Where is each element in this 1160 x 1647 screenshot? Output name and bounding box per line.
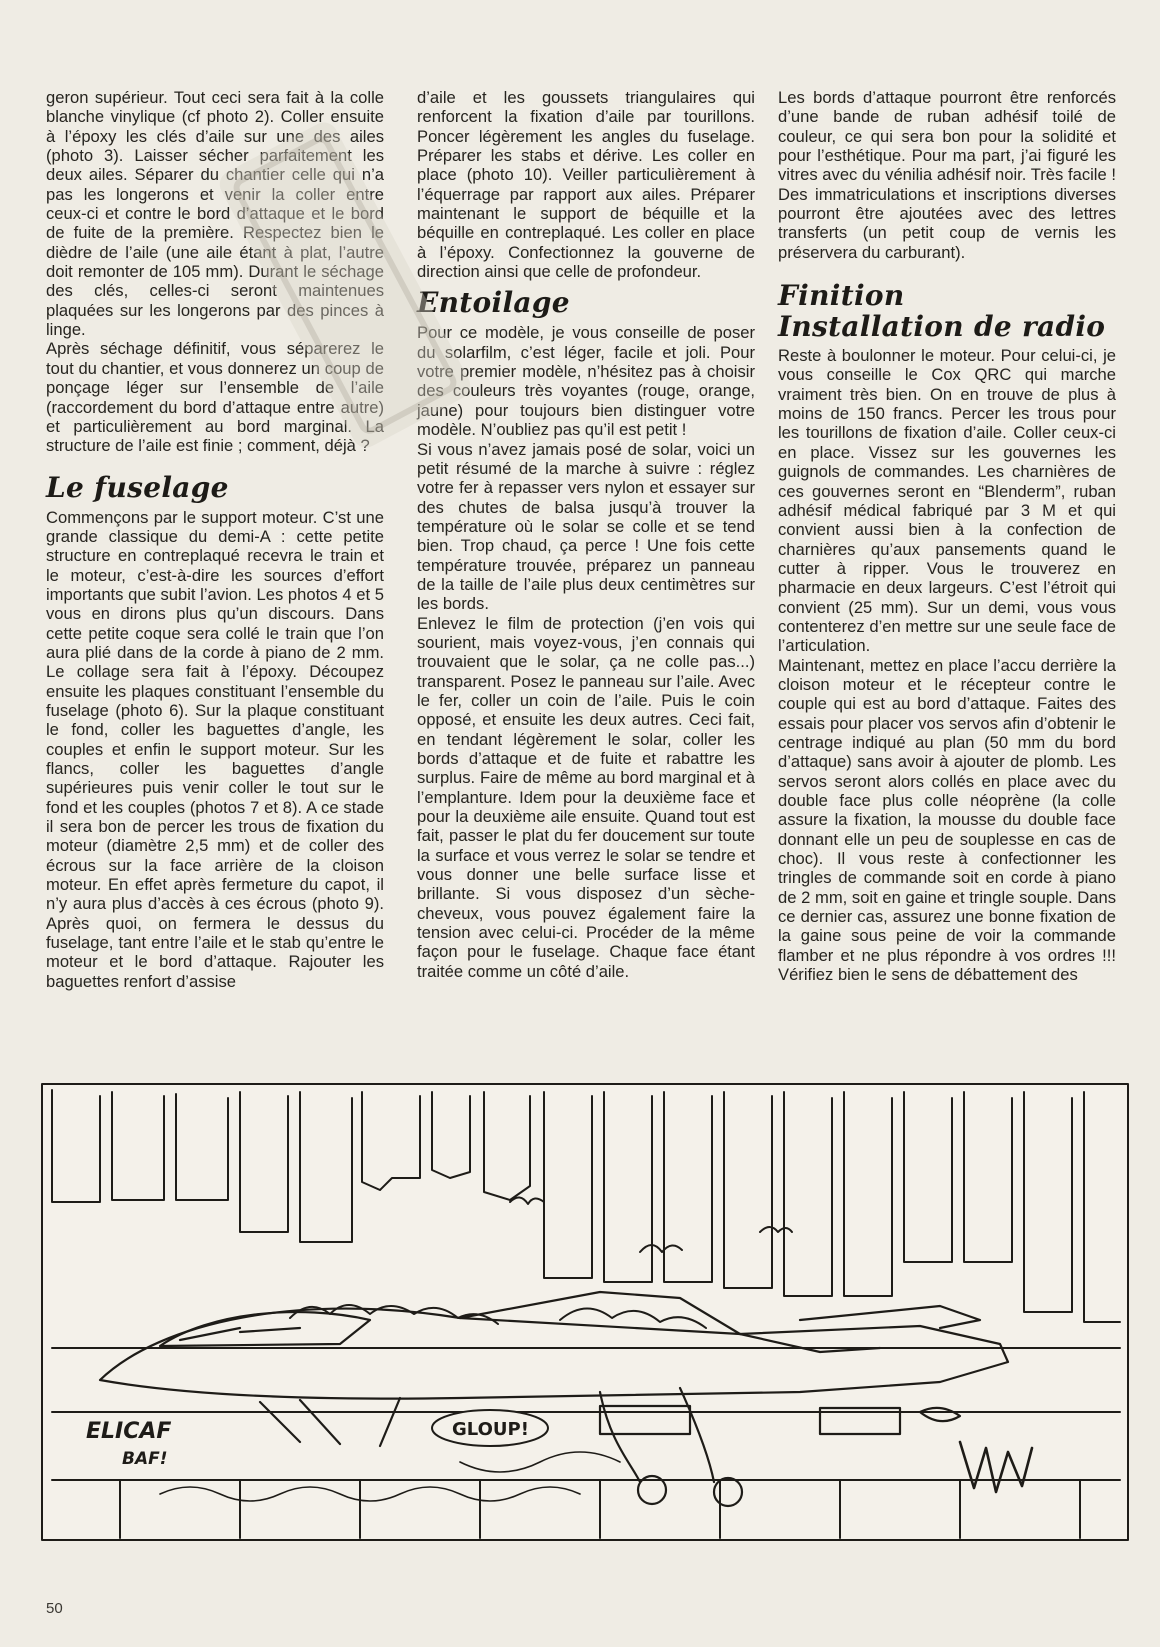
paragraph: Les bords d’attaque pourront être renforcés d’une bande de ruban adhésif toilé de couleur, ce qui sera bon pour la solidité et pour l’esthétique. Pour ma part, j’ai figuré les vitres avec du vénilia adhésif noir. Très facile ! Des immatriculations et inscriptions diverses pourront être ajoutées avec des lettres transferts (un petit coup de vernis les préservera du carburant). — [778, 88, 1116, 262]
text-column-1 — [46, 88, 384, 991]
sfx-text-2: BAF! — [122, 1449, 168, 1469]
paragraph: Commençons par le support moteur. C’st une grande classique du demi-A : cette petite structure en contreplaqué recevra le train et le moteur, c’est-à-dire les sources d’effort importants que subit l’avion. Les photos 4 et 5 vous en dirons plus qu’un discours. Dans cette petite coque sera collé le train que l’on aura plié dans de la corde à piano de 2 mm. Le collage sera fait à l’époxy. Découpez ensuite les plaques constituant l’ensemble du fuselage (photo 6). Sur la plaque constituant le fond, coller les baguettes d’angle, les couples et enfin le support moteur. Sur les flancs, coller les baguettes d’angle supérieures puis venir coller le tout sur le fond et les couples (photos 7 et 8). A ce stade il sera bon de percer les trous de fixation du moteur (diamètre 2,5 mm) et de coller des écrous sur la face arrière de la cloison moteur. En effet après fermeture du capot, il n’y aura plus d’accès à ces écrous (photo 9). Après quoi, on fermera le dessus du fuselage, tant entre l’aile et le stab qu’entre le moteur et le bord d’attaque. Rajouter les baguettes renfort d’assise — [46, 507, 384, 991]
paragraph: d’aile et les goussets triangulaires qui renforcent la fixation d’aile par tourillons. Poncer légèrement les angles du fuselage. Préparer les stabs et dérive. Les coller en place (photo 10). Veiller particulièrement à l’équerrage par rapport aux ailes. Préparer maintenant le support de béquille et la béquille en contreplaqué. Les coller en place à l’époxy. Confectionnez la gouverne de direction ainsi que celle de profondeur. — [417, 88, 755, 282]
section-heading-finition — [778, 280, 1116, 342]
section-heading-fuselage: Le fuselage — [46, 470, 229, 504]
paragraph: Maintenant, mettez en place l’accu derrière la cloison moteur et le récepteur contre le couple qui est au bord d’attaque. Faites des essais pour placer vos servos afin d’obtenir le centrage indiqué au plan (50 mm du bord d’attaque) sans avoir à ajouter de plomb. Les servos seront alors collés en place avec du double face plus colle néoprène (la colle assure la fixation, la mousse du double face donnant elle un peu de souplesse en cas de choc). Il vous reste à confectionner les tringles de commande soit en corde à piano de 2 mm, soit en gaine et tringle souple. Dans ce dernier cas, assurez une bonne fixation de la gaine sous peine de voir la commande flamber et ne plus répondre à vos ordres !!! Vérifiez bien le sens de débattement des — [778, 655, 1116, 985]
illustration-frame — [42, 1084, 1128, 1540]
cartoon-illustration — [40, 1082, 1130, 1542]
page-number: 50 — [46, 1600, 63, 1617]
text-column-3 — [778, 88, 1116, 984]
paragraph: geron supérieur. Tout ceci sera fait à la colle blanche vinylique (cf photo 2). Coller ensuite à l’époxy les clés d’aile sur une des ailes (photo 3). Laisser sécher parfaitement les deux ailes. Séparer du chantier celle qui n’a pas les longerons et venir la coller entre ceux-ci et contre le bord d’attaque et le bord de fuite de la première. Respectez bien le dièdre de l’aile (une aile étant à plat, l’autre doit remonter de 105 mm). Durant le séchage des clés, celles-ci seront maintenues plaquées sur les longerons par des pinces à linge. — [46, 88, 384, 340]
text-column-2 — [417, 88, 755, 981]
heading-line: Installation de radio — [778, 310, 1106, 344]
paragraph: Après séchage définitif, vous séparerez le tout du chantier, et vous donnerez un coup de ponçage léger sur l’ensemble de l’aile (raccordement du bord d’attaque entre autre) et particulièrement au bord marginal. La structure de l’aile est finie ; comment, déjà ? — [46, 339, 384, 456]
speech-bubble-text: GLOUP! — [452, 1419, 529, 1440]
paragraph: Enlevez le film de protection (j’en vois qui sourient, mais voyez-vous, j’en connais qui trouvaient que le solar, ça ne colle pas...) transparent. Posez le panneau sur l’aile. Avec le fer, coller un coin de l’aile. Puis le coin opposé, et ensuite les deux autres. Ceci fait, en tendant légèrement le solar, coller les bords d’attaque et de fuite et rabattre les surplus. Faire de même au bord marginal et à l’emplanture. Idem pour la deuxième face et pour la deuxième aile ensuite. Quand tout est fait, passer le plat du fer doucement sur toute la surface et vous verrez le solar se tendre et vous donner une belle surface lisse et brillante. Si vous disposez d’un sèche-cheveux, vous pouvez également faire la tension avec celui-ci. Procéder de la même façon pour le fuselage. Chaque face étant traitée comme un côté d’aile. — [417, 613, 755, 981]
sfx-text-1: ELICAF — [86, 1419, 172, 1444]
paragraph: Si vous n’avez jamais posé de solar, voici un petit résumé de la marche à suivre : réglez votre fer à repasser vers nylon et essayer sur des chutes de balsa jusqu’à trouver la température où le solar se colle et se tend bien. Trop chaud, ça perce ! Une fois cette température trouvée, préparez un panneau de la taille de l’aile plus deux centimètres sur les bords. — [417, 439, 755, 614]
heading-line: Finition — [778, 279, 905, 313]
section-heading-entoilage: Entoilage — [417, 286, 570, 320]
paragraph: Pour ce modèle, je vous conseille de poser du solarfilm, c’est léger, facile et joli. Pour votre premier modèle, n’hésitez pas à choisir des couleurs très voyantes (rouge, orange, jaune) pour toujours bien distinguer votre modèle. N’oubliez pas qu’il est petit ! — [417, 323, 755, 440]
paragraph: Reste à boulonner le moteur. Pour celui-ci, je vous conseille le Cox QRC qui marche vraiment très bien. On en trouve de plus à moins de 150 francs. Percer les trous pour les tourillons de fixation d’aile. Coller ceux-ci en place. Vissez sur les gouvernes les guignols de commandes. Les charnières de ces gouvernes seront en “Blenderm”, ruban adhésif médical fabriqué par 3 M et qui convient aussi bien à la confection de charnières qu’aux pansements quand le cutter à ripper. Vous le trouverez en pharmacie en deux largeurs. C’est l’étroit qui convient (25 mm). Sur un demi, vous vous contenterez d’en mettre sur une seule face de l’articulation. — [778, 346, 1116, 656]
